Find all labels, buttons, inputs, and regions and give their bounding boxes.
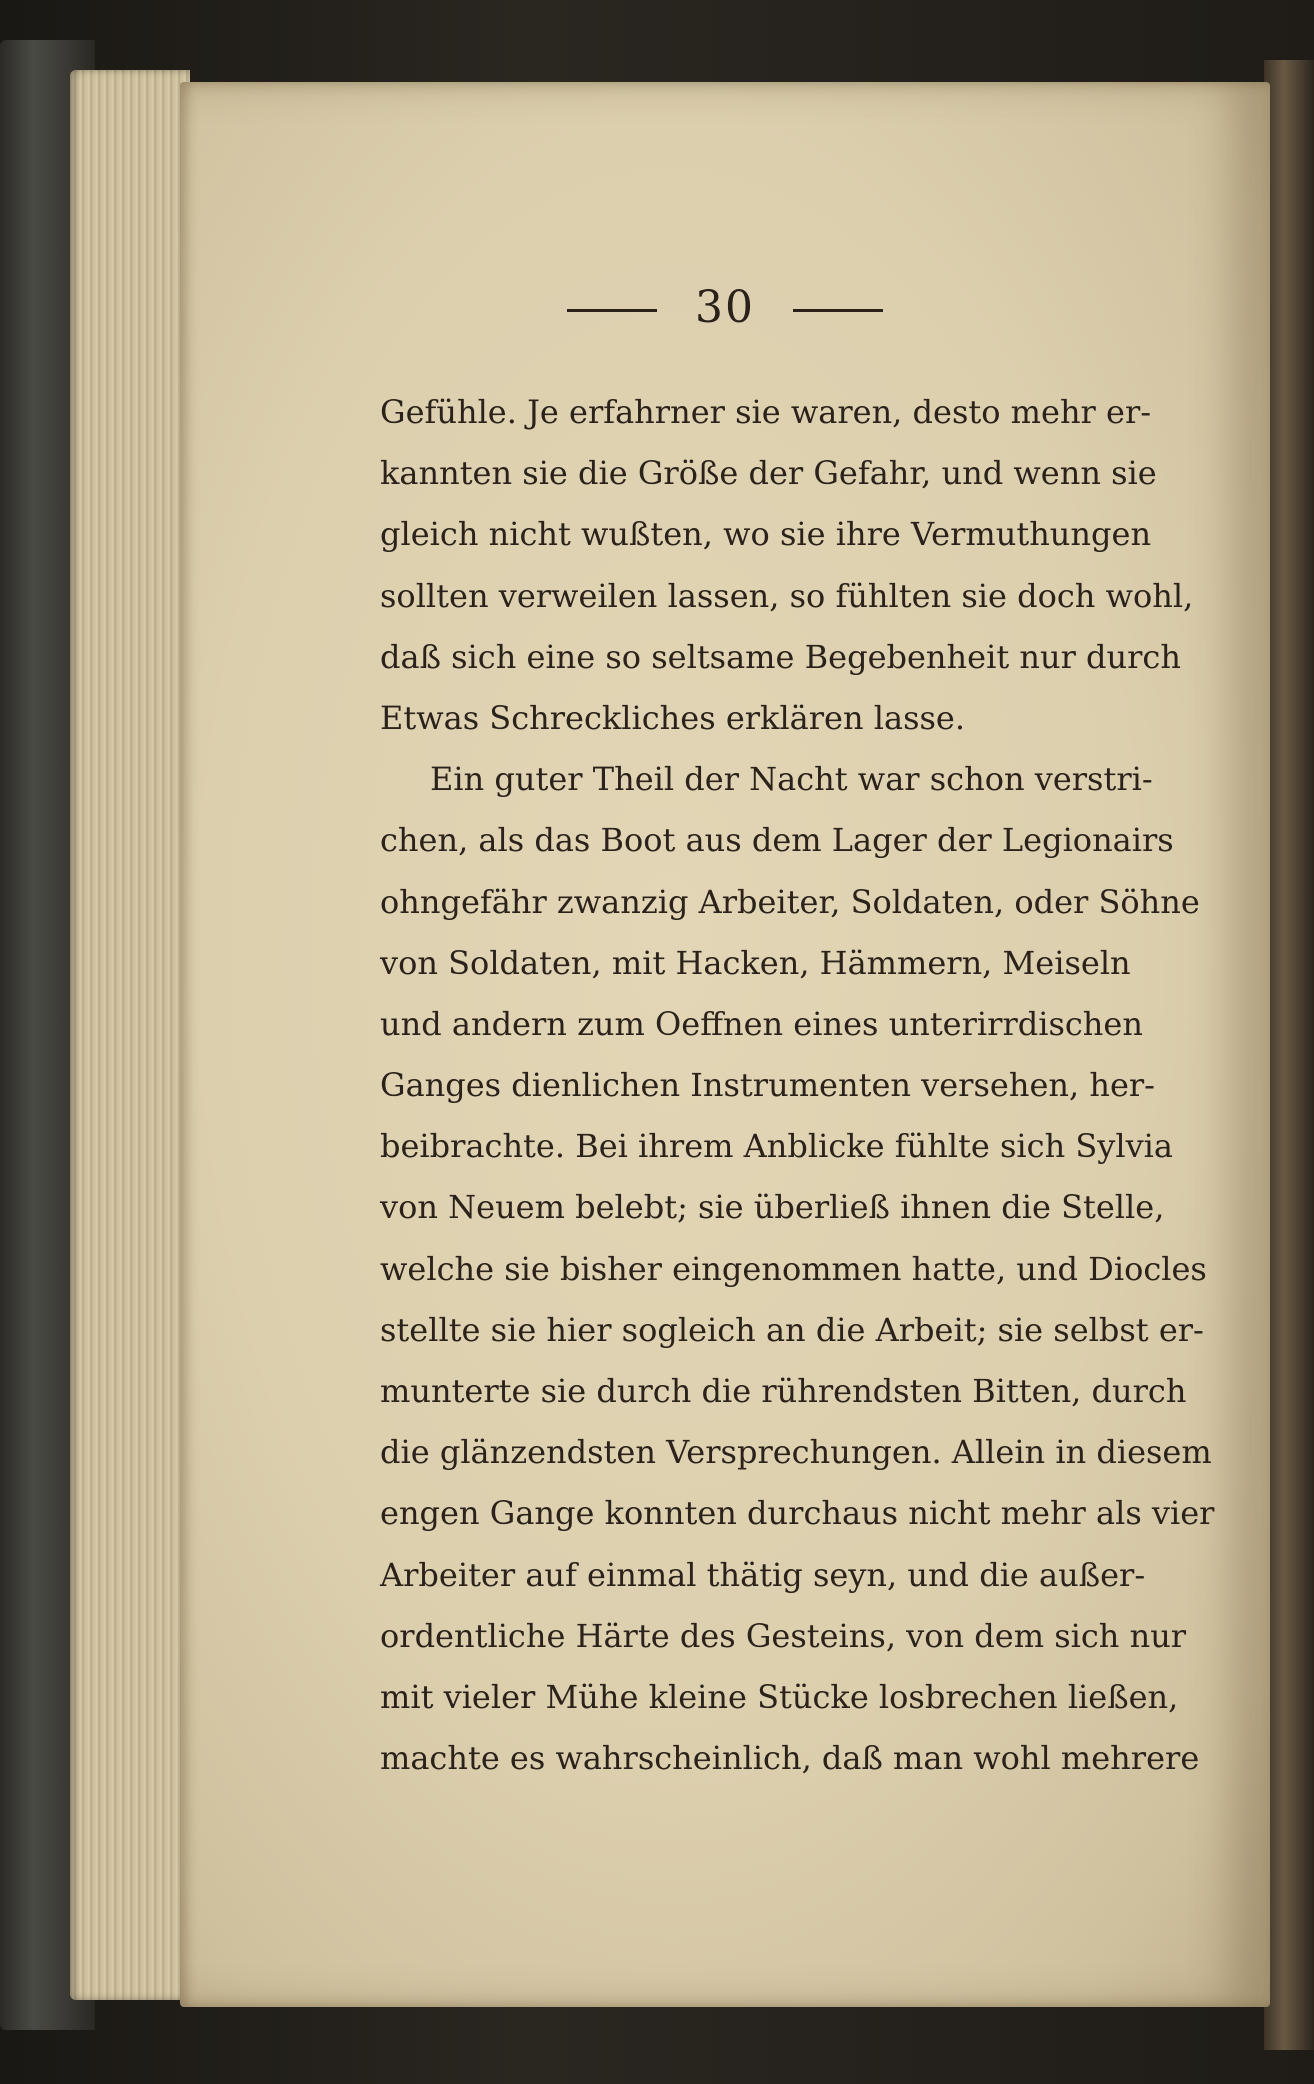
text-line: mit vieler Mühe kleine Stücke losbrechen ließen, (380, 1677, 1179, 1716)
text-line: stellte sie hier sogleich an die Arbeit; sie selbst er- (380, 1310, 1204, 1349)
text-line: gleich nicht wußten, wo sie ihre Vermuthungen (380, 515, 1152, 554)
text-line: Ganges dienlichen Instrumenten versehen, her- (380, 1066, 1155, 1105)
text-line: sollten verweilen lassen, so fühlten sie doch wohl, (380, 576, 1194, 615)
text-line: chen, als das Boot aus dem Lager der Legionairs (380, 821, 1174, 860)
header-dash-left (567, 309, 657, 312)
page-stack-edge (70, 70, 190, 2000)
text-line: und andern zum Oeffnen eines unterirrdischen (380, 1004, 1143, 1043)
text-line: von Neuem belebt; sie überließ ihnen die Stelle, (380, 1188, 1165, 1227)
text-line: Gefühle. Je erfahrner sie waren, desto mehr er- (380, 393, 1152, 431)
book-page (180, 82, 1270, 2007)
text-line: machte es wahrscheinlich, daß man wohl mehrere (380, 1739, 1200, 1778)
text-line: daß sich eine so seltsame Begebenheit nur durch (380, 637, 1181, 676)
text-line: Ein guter Theil der Nacht war schon verstri- (430, 760, 1153, 799)
text-line: die glänzendsten Versprechungen. Allein in diesem (380, 1433, 1212, 1472)
text-line: munterte sie durch die rührendsten Bitten, durch (380, 1372, 1187, 1410)
text-line: beibrachte. Bei ihrem Anblicke fühlte sich Sylvia (380, 1127, 1173, 1166)
text-line: Arbeiter auf einmal thätig seyn, und die außer- (380, 1555, 1146, 1594)
text-line: ohngefähr zwanzig Arbeiter, Soldaten, oder Söhne (380, 882, 1200, 921)
text-line: kannten sie die Größe der Gefahr, und wenn sie (380, 454, 1157, 493)
text-line: engen Gange konnten durchaus nicht mehr als vier (380, 1494, 1215, 1533)
page-number: 30 (695, 282, 755, 333)
body-text (380, 382, 1215, 1789)
text-line: ordentliche Härte des Gesteins, von dem sich nur (380, 1616, 1187, 1655)
header-dash-right (793, 309, 883, 312)
text-line: Etwas Schreckliches erklären lasse. (380, 698, 966, 737)
text-line: von Soldaten, mit Hacken, Hämmern, Meiseln (380, 943, 1131, 982)
page-header (180, 282, 1270, 333)
facing-page-edge (1264, 60, 1314, 2050)
text-line: welche sie bisher eingenommen hatte, und Diocles (380, 1249, 1207, 1288)
